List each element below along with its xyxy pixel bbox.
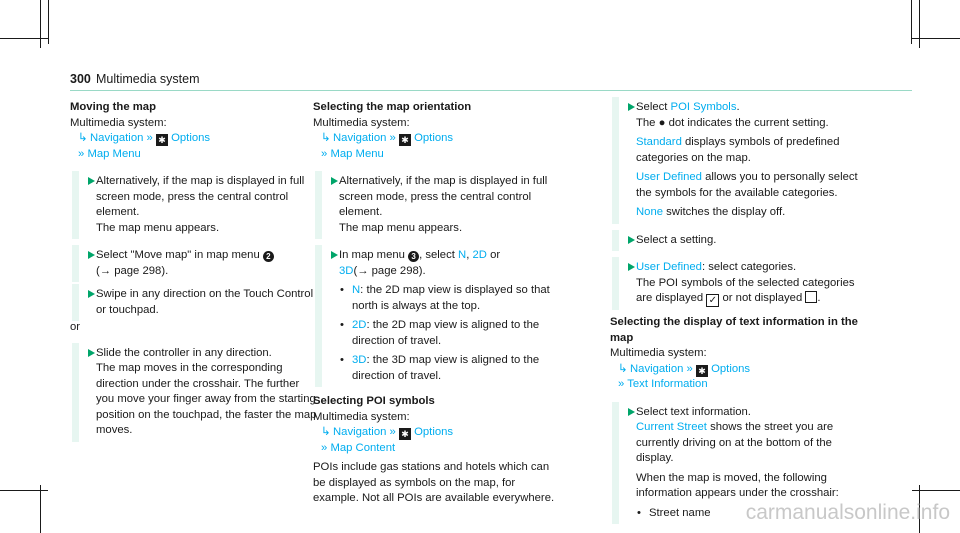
none-option[interactable]: None [636,206,664,218]
column-2 [313,100,563,507]
step: Alternatively, if the map is displayed in full screen mode, press the central control element. The map menu appears. [313,174,563,236]
step-arrow-icon [628,408,635,416]
step: User Defined: select categories. The POI symbols of the selected categories are displayed ✓ or not displayed . [610,260,860,307]
menu-path-intro: Multimedia system: [70,116,167,129]
step: In map menu 3 , select N, 2D or 3D(→ page 298). • N: the 2D map view is displayed so that north is always at the top. • 2D: the 2D map view is aligned to the direction of travel. • 3D: the 3D map view is aligned to the direction of travel. [313,248,563,384]
options-link[interactable]: Options [414,426,454,438]
options-link[interactable]: Options [414,132,454,144]
corner-arrow-icon: ↳ [618,362,628,375]
menu-path-intro: Multimedia system: [313,116,410,129]
option-2d[interactable]: 2D [472,249,487,261]
menu-path-map-menu [70,147,320,163]
header-rule [70,90,912,91]
step-arrow-icon [88,290,95,298]
option-3d[interactable]: 3D [339,264,354,277]
list-item: • 2D: the 2D map view is aligned to the direction of travel. [339,318,563,349]
step-arrow-icon [331,251,338,259]
double-chevron-icon: » [78,147,85,160]
gear-icon: ✱ [399,428,411,440]
double-chevron-icon: » [146,132,153,144]
step: Select POI Symbols. The ● dot indicates the current setting. Standard displays symbols of predefined categories on the map. User Defined allows you to personally select the symbols for the available categories. None switches the display off. [610,100,860,221]
user-defined-option[interactable]: User Defined [636,171,702,183]
map-menu-link[interactable]: Map Menu [87,147,141,160]
gear-icon: ✱ [156,134,168,146]
corner-arrow-icon: ↳ [321,426,331,438]
text-information-link[interactable]: Text Information [627,378,708,390]
gear-icon: ✱ [696,365,708,377]
section-heading: Selecting the map orientation [313,101,472,113]
crop-mark [911,0,912,44]
step: Select "Move map" in map menu 2 (→ page 298). [70,248,320,279]
gear-icon: ✱ [399,134,411,146]
standard-option[interactable]: Standard [636,136,682,148]
user-defined-link[interactable]: User Defined [636,261,702,273]
step-arrow-icon [88,177,95,185]
option-n[interactable]: N [458,249,467,261]
navigation-link[interactable]: Navigation [630,362,684,375]
list-item: • 3D: the 3D map view is aligned to the direction of travel. [339,353,563,384]
step-arrow-icon [628,103,635,111]
menu-path-navigation [313,425,563,441]
column-1 [70,100,320,439]
double-chevron-icon: » [321,441,328,454]
page-number: 300 [70,72,91,86]
checked-box-icon: ✓ [706,294,719,307]
column-3 [610,100,860,521]
callout-badge: 2 [263,251,274,262]
corner-arrow-icon: ↳ [78,132,88,144]
map-content-link[interactable]: Map Content [330,441,396,454]
watermark: carmanualsonline.info [745,501,950,524]
double-chevron-icon: » [389,426,396,438]
menu-path-navigation [313,131,563,147]
section-heading: Moving the map [70,101,156,113]
menu-path-intro: Multimedia system: [313,410,410,423]
page-title: Multimedia system [96,72,200,86]
step: Select text information. Current Street shows the street you are currently driving on at the bottom of the display. When the map is moved, the following information appears under the crosshair: • Street name [610,405,860,522]
options-link[interactable]: Options [711,362,751,375]
poi-symbols-link[interactable]: POI Symbols [670,101,737,113]
navigation-link[interactable]: Navigation [90,132,144,144]
step-arrow-icon [628,263,635,271]
options-link[interactable]: Options [171,132,211,144]
current-street-option[interactable]: Current Street [636,421,707,433]
step: Select a setting. [610,233,860,249]
empty-box-icon [805,291,817,303]
or-label: or [70,321,81,333]
corner-arrow-icon: ↳ [321,132,331,144]
double-chevron-icon: » [321,147,328,160]
menu-path-navigation [610,362,860,378]
menu-path-map-menu [313,147,563,163]
double-chevron-icon: » [389,132,396,144]
step: Swipe in any direction on the Touch Control or touchpad. [70,287,320,318]
crop-mark [40,0,41,48]
step: Alternatively, if the map is displayed in full screen mode, press the central control element. The map menu appears. [70,174,320,236]
menu-path-intro: Multimedia system: [610,347,707,359]
crop-mark [919,0,920,48]
section-heading: Selecting the display of text information in the map [610,316,858,344]
callout-badge: 3 [408,251,419,262]
section-heading: Selecting POI symbols [313,395,435,407]
double-chevron-icon: » [686,362,693,375]
crop-mark [48,0,49,44]
step-arrow-icon [331,177,338,185]
step-arrow-icon [628,236,635,244]
menu-path-map-content [313,441,563,457]
list-item: • N: the 2D map view is displayed so that north is always at the top. [339,283,563,314]
list-item: • Street name [636,506,860,522]
menu-path-text-information [610,377,860,393]
poi-paragraph: POIs include gas stations and hotels which can be displayed as symbols on the map, for example. Not all POIs are available everywhere. [313,461,555,504]
menu-path-navigation [70,131,320,147]
map-menu-link[interactable]: Map Menu [330,147,384,160]
step: Slide the controller in any direction. The map moves in the corresponding direction under the crosshair. The further you move your finger away from the starting position on the touchpad, the faster the map moves. [70,346,320,439]
crop-mark [40,485,41,533]
navigation-link[interactable]: Navigation [333,132,387,144]
step-arrow-icon [88,251,95,259]
step-arrow-icon [88,349,95,357]
double-chevron-icon: » [618,378,625,390]
navigation-link[interactable]: Navigation [333,426,387,438]
